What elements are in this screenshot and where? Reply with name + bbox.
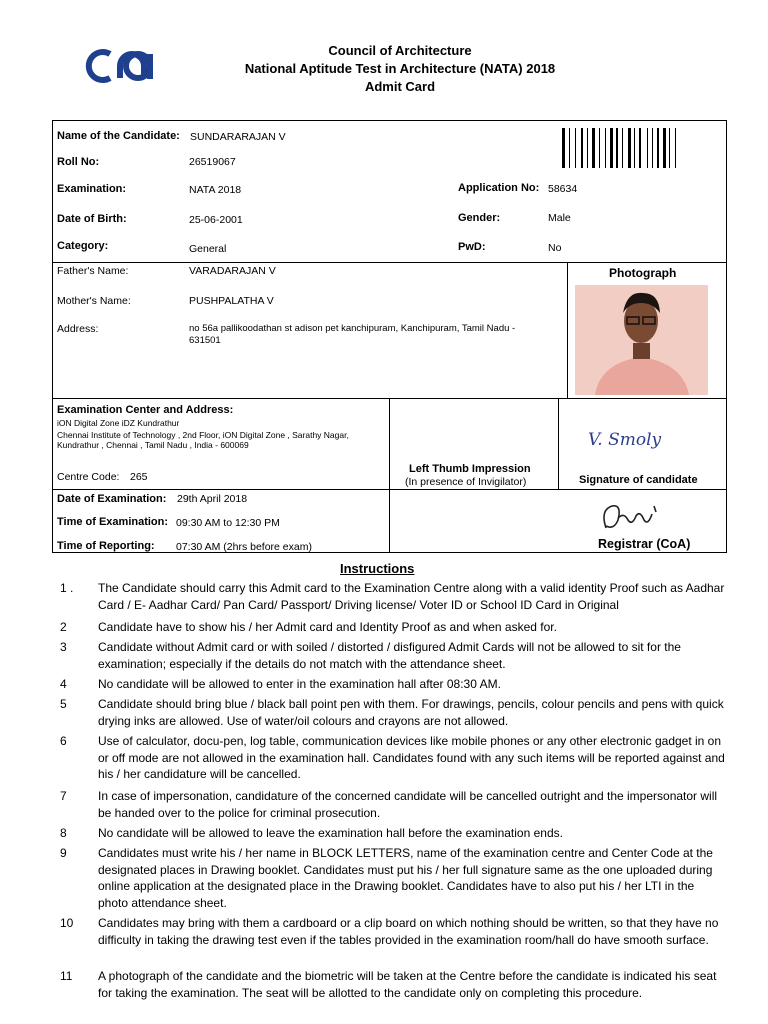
reporting-time: 07:30 AM (2hrs before exam): [176, 541, 312, 553]
exam-title: National Aptitude Test in Architecture (NATA) 2018: [244, 61, 556, 76]
instruction-number: 2: [60, 620, 67, 634]
exam-time: 09:30 AM to 12:30 PM: [176, 517, 280, 529]
gender-label: Gender:: [458, 212, 501, 224]
thumb-sub: (In presence of Invigilator): [405, 476, 527, 488]
application-number: 58634: [548, 183, 578, 195]
registrar-label: Registrar (CoA): [598, 537, 691, 551]
candidate-signature: V. Smoly: [588, 430, 662, 450]
center-address: Chennai Institute of Technology , 2nd Floor, iON Digital Zone , Sarathy Nagar, Kundrathur , Chennai , Tamil Nadu , India - 600069: [57, 430, 349, 450]
mother-name: PUSHPALATHA V: [189, 295, 274, 307]
instruction-text: Candidate should bring blue / black ball point pen with them. For drawings, pencils, colour pencils and pens with quick drying inks are allowed. Use of water/oil colours and crayons are not allowed.: [98, 697, 724, 728]
gender-value: Male: [548, 212, 571, 224]
application-label: Application No:: [458, 182, 540, 194]
instruction-number: 7: [60, 789, 67, 803]
instruction-text: The Candidate should carry this Admit card to the Examination Centre along with a valid identity Proof such as Aadhar Card / E- Aadhar Card/ Pan Card/ Passport/ Driving license/ Voter ID or School ID Card in Original: [98, 581, 725, 612]
dob-label: Date of Birth:: [57, 213, 127, 225]
centre-code: 265: [130, 471, 148, 483]
instructions-title: Instructions: [340, 561, 415, 576]
instruction-text: A photograph of the candidate and the biometric will be taken at the Centre before the candidate is indicated his seat for taking the examination. The seat will be allotted to the candidate only on completing this procedure.: [98, 969, 717, 1000]
exam-label: Examination:: [57, 183, 127, 195]
instruction-text: No candidate will be allowed to leave the examination hall before the examination ends.: [98, 826, 563, 840]
reporting-label: Time of Reporting:: [57, 540, 155, 552]
instruction-number: 9: [60, 846, 67, 860]
instruction-number: 6: [60, 734, 67, 748]
thumb-label: Left Thumb Impression: [409, 463, 531, 475]
document-header: [200, 42, 600, 96]
instruction-text: Candidate have to show his / her Admit card and Identity Proof as and when asked for.: [98, 620, 557, 634]
signature-label: Signature of candidate: [579, 474, 698, 486]
instruction-text: In case of impersonation, candidature of the concerned candidate will be cancelled outright and the impersonator will be handed over to the police for criminal prosecution.: [98, 789, 718, 820]
instruction-text: Candidates must write his / her name in BLOCK LETTERS, name of the examination centre and Center Code at the designated places in Drawing booklet. Candidates must put his / her full signature same as the one uploaded during online application at the designated place in the Drawing booklet. Candidates have to also put his / her LTI in the photo attendance sheet.: [98, 846, 713, 910]
pwd-value: No: [548, 242, 562, 254]
exam-value: NATA 2018: [189, 184, 242, 196]
instruction-text: Candidates may bring with them a cardboard or a clip board on which nothing should be written, so that they have no difficulty in taking the drawing test even if the tables provided in the examination room/hall do have smooth surface.: [98, 916, 719, 947]
instruction-number: 11: [60, 969, 73, 983]
time-label: Time of Examination:: [57, 516, 169, 528]
address-value: no 56a pallikoodathan st adison pet kanchipuram, Kanchipuram, Tamil Nadu - 631501: [189, 323, 516, 346]
pwd-label: PwD:: [458, 241, 486, 253]
candidate-name: SUNDARARAJAN V: [190, 131, 286, 143]
father-label: Father's Name:: [57, 265, 129, 277]
instruction-text: Candidate without Admit card or with soiled / distorted / disfigured Admit Cards will not be allowed to sit for the examination; especially if the details do not match with the attendance sheet.: [98, 640, 681, 671]
date-label: Date of Examination:: [57, 493, 167, 505]
roll-number: 26519067: [189, 156, 236, 168]
instruction-number: 4: [60, 677, 67, 691]
exam-date: 29th April 2018: [177, 493, 248, 505]
instruction-text: No candidate will be allowed to enter in the examination hall after 08:30 AM.: [98, 677, 501, 691]
instruction-number: 3: [60, 640, 67, 654]
father-name: VARADARAJAN V: [189, 265, 276, 277]
org-name: Council of Architecture: [328, 43, 472, 58]
name-label: Name of the Candidate:: [57, 130, 180, 142]
roll-label: Roll No:: [57, 156, 100, 168]
dob-value: 25-06-2001: [189, 214, 243, 226]
instruction-number: 1 .: [60, 581, 74, 595]
candidate-photo: [575, 285, 708, 395]
centre-code-label: Centre Code:: [57, 471, 120, 483]
category-value: General: [189, 243, 227, 255]
mother-label: Mother's Name:: [57, 295, 131, 307]
barcode: [562, 128, 712, 168]
instruction-text: Use of calculator, docu-pen, log table, communication devices like mobile phones or any other electronic gadget in on or off mode are not allowed in the examination hall. Candidates found with any such items will be reported against and his / her candidature will be cancelled.: [98, 734, 725, 781]
doc-title: Admit Card: [364, 79, 436, 94]
registrar-signature: [598, 500, 668, 534]
instruction-number: 5: [60, 697, 67, 711]
center-name: iON Digital Zone iDZ Kundrathur: [57, 418, 180, 428]
address-label: Address:: [57, 323, 99, 335]
center-label: Examination Center and Address:: [57, 404, 234, 416]
coa-logo: [80, 44, 190, 88]
category-label: Category:: [57, 240, 109, 252]
instruction-number: 8: [60, 826, 67, 840]
instruction-number: 10: [60, 916, 74, 930]
photograph-label: Photograph: [609, 266, 677, 280]
